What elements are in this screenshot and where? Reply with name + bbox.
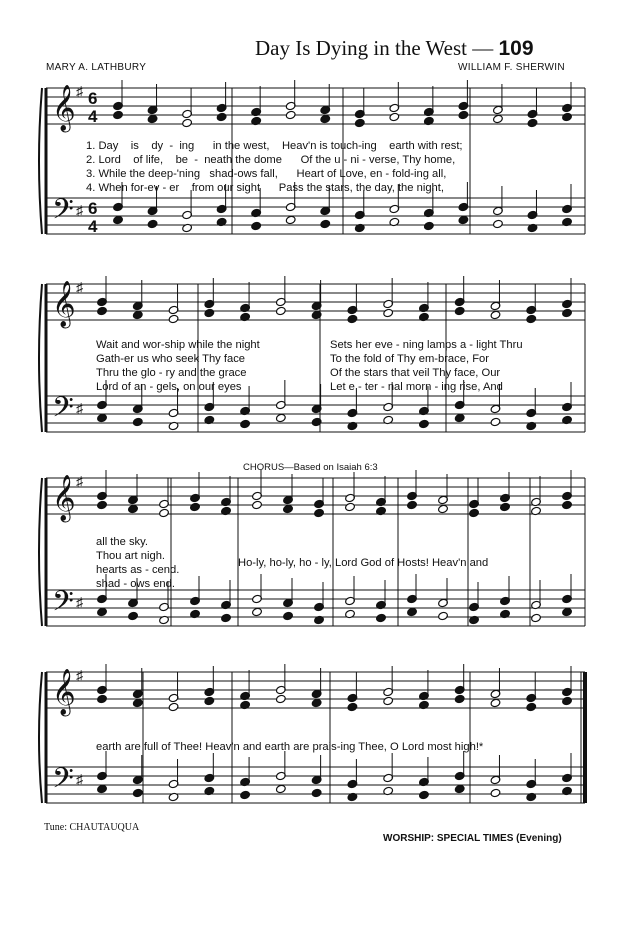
note-head [275,306,286,315]
note-head [240,419,251,428]
note-head [562,112,573,121]
v2-a: 2. Lord [86,154,121,166]
note-head [168,702,179,711]
note-head [345,502,356,511]
system-brace [39,88,42,234]
note-head [500,502,511,511]
key-sharp: ♯ [76,279,83,295]
note-head [240,790,251,799]
v2-g: Of the u - ni - verse, Thy home, [300,154,456,166]
note-head [147,219,158,228]
key-sharp: ♯ [76,473,83,489]
note-head [531,613,542,622]
s3-line2: Thou art nigh. [96,550,166,562]
treble-clef: 𝄞 [52,669,76,715]
key-sharp: ♯ [76,667,83,683]
note-head [252,500,263,509]
music-credit: WILLIAM F. SHERWIN [458,62,565,73]
bass-clef: 𝄢 [52,762,74,802]
key-sharp: ♯ [76,771,83,787]
note-head [490,788,501,797]
treble-clef: 𝄞 [52,85,76,131]
note-head [527,118,538,127]
note-head [490,310,501,319]
title-dash: — [472,36,499,60]
note-head [320,114,331,123]
hymn-number: 109 [498,37,534,60]
section-footer [383,833,562,844]
system-brace [39,478,42,626]
note-head [454,694,465,703]
note-head [419,419,430,428]
note-head [97,413,108,422]
v2-d: - [194,154,198,166]
note-head [469,508,480,517]
note-head [285,110,296,119]
note-head [182,118,193,127]
note-head [275,784,286,793]
note-head [354,118,365,127]
note-head [216,112,227,121]
note-head [190,502,201,511]
note-head [493,219,504,228]
note-head [221,613,232,622]
verse2-line [86,154,455,166]
note-head [285,215,296,224]
verse4-line [86,182,444,194]
note-head [562,500,573,509]
v1-d: - [169,140,174,152]
bass-clef: 𝄢 [52,193,74,233]
s2-line1-right: Sets her eve - ning lamps a - light Thru [330,339,523,351]
time-signature: 6 [88,199,98,218]
s2-line2-left: Gath-er us who seek Thy face [96,353,246,365]
v3-g: Heart of Love, en - fold-ing all, [296,168,447,180]
s3-line1: all the sky. [96,536,149,548]
v2-e: neath the dome [204,154,282,166]
verse1-line [86,140,463,152]
note-head [97,500,108,509]
note-head [419,790,430,799]
note-head [407,500,418,509]
s2-line4-left: Lord of an - gels, on our eyes [96,381,242,393]
s2-line4-right: Let e - ter - nal morn - ing rise, And [330,381,503,393]
note-head [204,308,215,317]
note-head [113,110,124,119]
v1-c: dy [151,140,164,152]
s3-line3: hearts as - cend. [96,564,180,576]
v2-c: be [175,154,189,166]
bass-clef: 𝄢 [52,391,74,431]
note-head [204,696,215,705]
tune-credit: Tune: CHAUTAUQUA [44,822,140,833]
note-head [389,112,400,121]
key-sharp: ♯ [76,594,83,610]
section-name: WORSHIP: SPECIAL TIMES [383,833,514,844]
note-head [168,314,179,323]
note-head [132,310,143,319]
note-head [562,607,573,616]
v1-e: ing [179,140,195,152]
note-head [251,221,262,230]
note-head [438,504,449,513]
v1-h: earth with rest; [389,140,463,152]
note-head [128,611,139,620]
hymn-title-text: Day Is Dying in the West [255,36,467,60]
bass-clef: 𝄢 [52,585,74,625]
time-signature: 6 [88,89,98,108]
s4-line: earth are full of Thee! Heav'n and earth are prais-ing Thee, O Lord most high!* [96,741,484,753]
note-head [490,417,501,426]
s3-line4: shad - ows end. [96,578,175,590]
note-head [458,110,469,119]
note-head [159,508,170,517]
s2-line3-right: Of the stars that veil Thy face, Our [330,367,501,379]
v4-g: Pass the stars, the day, the night, [278,182,444,194]
v3-b: shad-ows fall, [209,168,278,180]
verse3-line [86,168,446,180]
note-head [97,784,108,793]
key-sharp: ♯ [76,83,83,99]
key-sharp: ♯ [76,400,83,416]
note-head [147,114,158,123]
note-head [275,694,286,703]
v1-b: is [130,140,139,152]
note-head [376,613,387,622]
note-head [347,314,358,323]
note-head [314,508,325,517]
note-head [407,607,418,616]
note-head [383,308,394,317]
words-credit: MARY A. LATHBURY [46,62,147,73]
note-head [283,504,294,513]
note-head [128,504,139,513]
v3-a: 3. While the deep-'ning [86,168,201,180]
note-head [438,611,449,620]
note-head [320,219,331,228]
v4-b: from our sight [191,182,261,194]
v1-f: in the west, [212,140,270,152]
s2-line2-right: To the fold of Thy em-brace, For [330,353,489,365]
note-head [97,607,108,616]
note-head [97,694,108,703]
note-head [423,221,434,230]
note-head [562,696,573,705]
treble-clef: 𝄞 [52,281,76,327]
note-head [311,788,322,797]
time-signature: 4 [88,217,98,236]
s2-line1-left: Wait and wor-ship while the night [96,339,260,351]
note-head [97,306,108,315]
note-head [493,114,504,123]
time-signature: 4 [88,107,98,126]
note-head [132,417,143,426]
note-head [490,698,501,707]
note-head [283,611,294,620]
v2-b: of life, [133,154,164,166]
note-head [454,413,465,422]
note-head [526,314,537,323]
note-head [113,215,124,224]
note-head [454,784,465,793]
note-head [275,413,286,422]
v1-a: 1. Day [86,140,119,152]
note-head [132,698,143,707]
v1-g: Heav'n is touch-ing [281,140,377,152]
note-head [562,308,573,317]
note-head [454,306,465,315]
subsection-name: (Evening) [516,833,562,844]
chorus-text: Ho-ly, ho-ly, ho - ly, Lord God of Hosts! Heav'n and [238,557,489,569]
v4-a: 4. When for-ev - er [86,182,180,194]
note-head [311,698,322,707]
note-head [458,215,469,224]
s2-line3-left: Thru the glo - ry and the grace [96,367,247,379]
key-sharp: ♯ [76,202,83,218]
note-head [252,607,263,616]
note-head [132,788,143,797]
chorus-label: CHORUS—Based on Isaiah 6:3 [243,462,378,473]
treble-clef: 𝄞 [52,475,76,521]
system-brace [39,672,42,803]
note-head [347,702,358,711]
system-brace [39,284,42,432]
note-head [526,702,537,711]
note-head [383,696,394,705]
